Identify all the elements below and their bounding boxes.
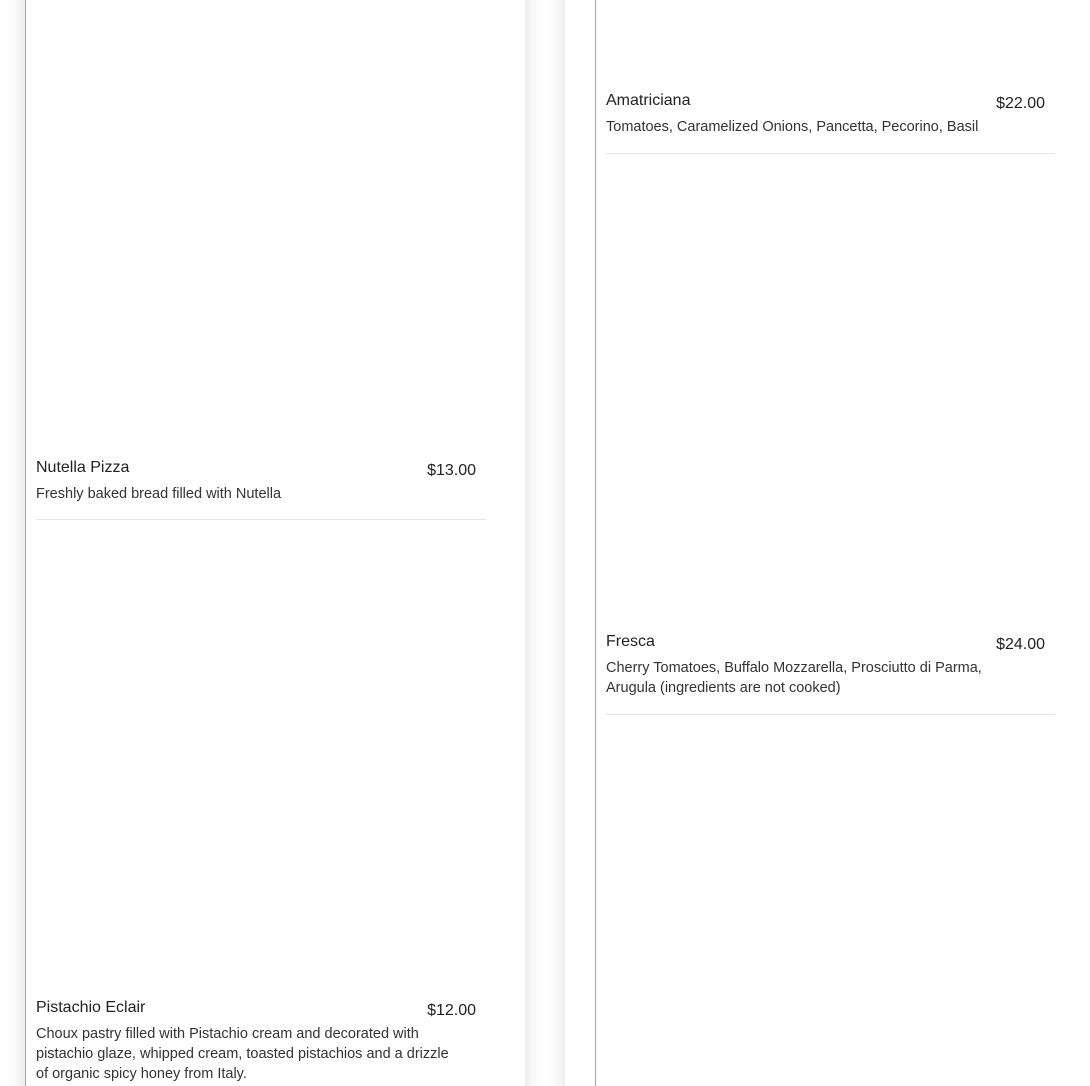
menu-item-fresca[interactable] xyxy=(606,632,1055,715)
menu-item-description: Freshly baked bread filled with Nutella xyxy=(36,486,282,502)
menu-item-description: Tomatoes, Caramelized Onions, Pancetta, Pecorino, Basil xyxy=(606,119,979,135)
menu-item-description: Cherry Tomatoes, Buffalo Mozzarella, Prosciutto di Parma, Arugula (ingredients are not cooked) xyxy=(606,660,982,696)
menu-item-price: $13.00 xyxy=(427,462,476,479)
menu-item-name: Nutella Pizza xyxy=(36,459,130,476)
menu-column-left xyxy=(25,0,525,1086)
menu-item-price: $12.00 xyxy=(427,1002,476,1019)
menu-column-right xyxy=(565,0,1090,1086)
menu-item-price: $24.00 xyxy=(996,636,1045,653)
menu-item-name: Pistachio Eclair xyxy=(36,999,146,1016)
menu-item-description: Choux pastry filled with Pistachio cream and decorated with pistachio glaze, whipped cream, toasted pistachios and a drizzle of organic spicy honey from Italy. xyxy=(36,1026,449,1082)
menu-item-nutella-pizza[interactable] xyxy=(36,458,486,520)
accent-border-right xyxy=(595,0,596,1086)
menu-item-name: Fresca xyxy=(606,633,655,650)
menu-item-amatriciana[interactable] xyxy=(606,91,1055,154)
accent-border-left xyxy=(25,0,26,1086)
menu-item-pistachio-eclair[interactable] xyxy=(36,998,486,1086)
menu-item-name: Amatriciana xyxy=(606,92,691,109)
menu-item-price: $22.00 xyxy=(996,95,1045,112)
